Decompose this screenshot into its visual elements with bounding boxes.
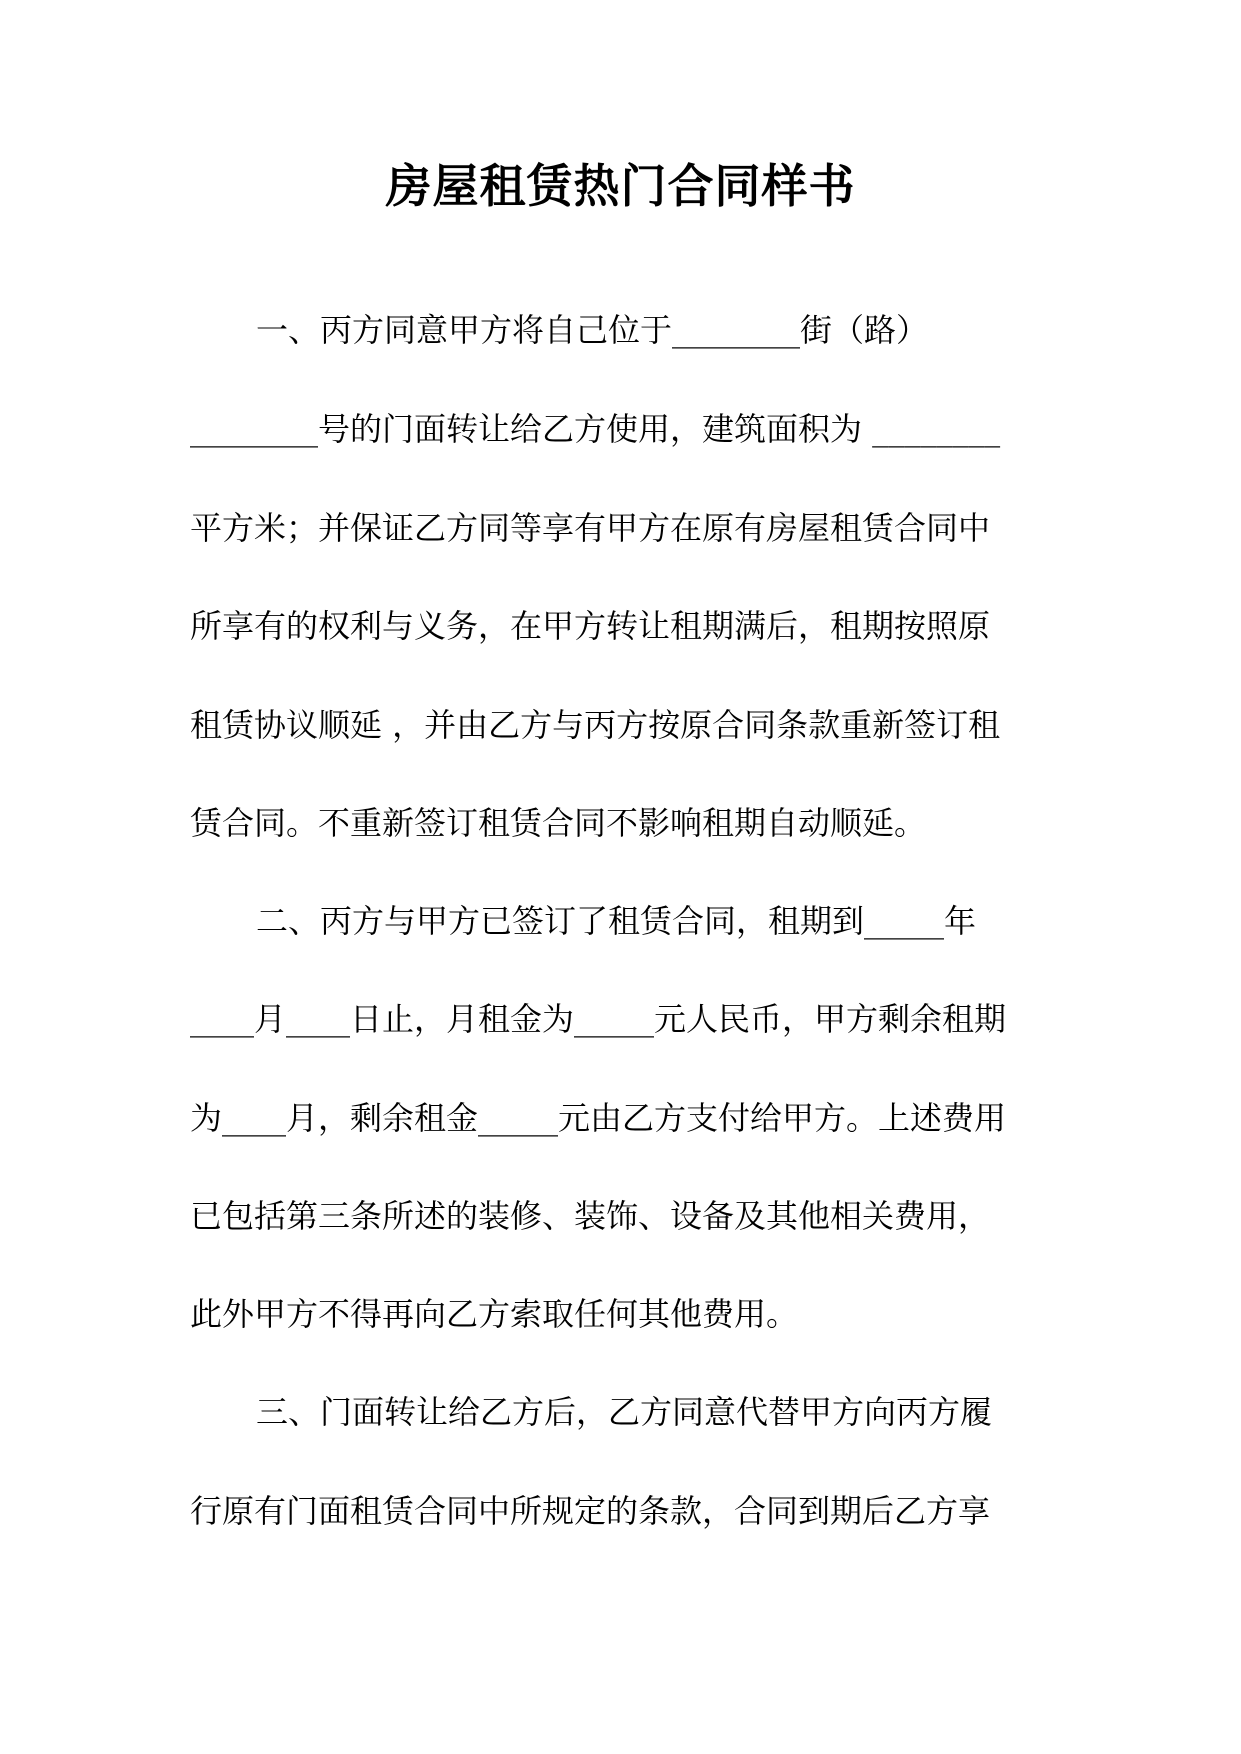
paragraph-1-line-2: ________号的门面转让给乙方使用，建筑面积为 ________: [190, 410, 1001, 448]
paragraph-1-line-3: 平方米；并保证乙方同等享有甲方在原有房屋租赁合同中: [190, 509, 991, 547]
paragraph-2-line-3: 为____月，剩余租金_____元由乙方支付给甲方。上述费用: [190, 1099, 1007, 1137]
paragraph-1-line-1: 一、丙方同意甲方将自己位于________街（路）: [256, 311, 929, 349]
paragraph-1-line-4: 所享有的权利与义务，在甲方转让租期满后，租期按照原: [190, 607, 991, 645]
paragraph-3-line-2: 行原有门面租赁合同中所规定的条款，合同到期后乙方享: [190, 1492, 991, 1530]
paragraph-1-line-5: 租赁协议顺延 ，并由乙方与丙方按原合同条款重新签订租: [190, 706, 1001, 744]
paragraph-2-line-2: ____月____日止，月租金为_____元人民币，甲方剩余租期: [190, 1000, 1007, 1038]
paragraph-3-line-1: 三、门面转让给乙方后，乙方同意代替甲方向丙方履: [256, 1393, 993, 1431]
paragraph-2-line-5: 此外甲方不得再向乙方索取任何其他费用。: [190, 1295, 799, 1333]
paragraph-2-line-1: 二、丙方与甲方已签订了租赁合同，租期到_____年: [256, 902, 977, 940]
paragraph-2-line-4: 已包括第三条所述的装修、装饰、设备及其他相关费用，: [190, 1197, 991, 1235]
paragraph-1-line-6: 赁合同。不重新签订租赁合同不影响租期自动顺延。: [190, 804, 927, 842]
document-title: 房屋租赁热门合同样书: [385, 159, 856, 213]
